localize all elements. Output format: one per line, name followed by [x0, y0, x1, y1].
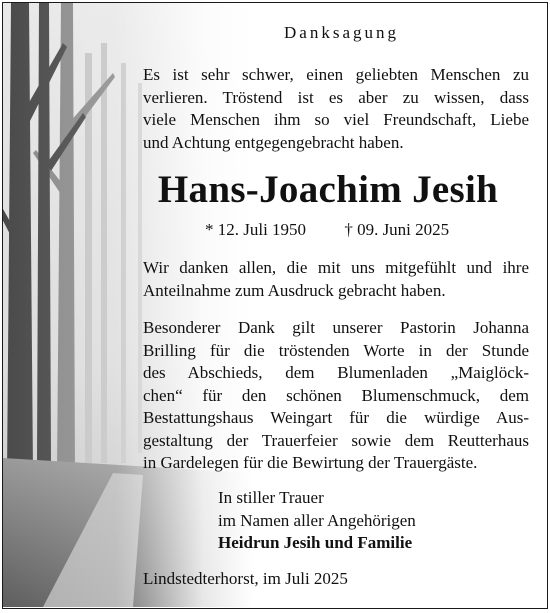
- notice-title: Danksagung: [284, 23, 399, 42]
- special-line: in Gardelegen für die Bewirtung der Trauergäste.: [143, 453, 478, 472]
- deceased-name: Hans-Joachim Jesih: [157, 168, 499, 211]
- special-line: des Abschieds, dem Blumenladen „Maiglöck-: [143, 363, 529, 382]
- signature-line: im Namen aller Angehörigen: [218, 510, 416, 530]
- obituary-card: [2, 2, 548, 609]
- intro-line: Es ist sehr schwer, einen geliebten Menschen zu: [143, 65, 529, 84]
- signature-family: Heidrun Jesih und Familie: [218, 533, 413, 552]
- thanks-paragraph: [143, 257, 529, 302]
- intro-paragraph: [143, 64, 529, 154]
- special-thanks-paragraph: [143, 317, 529, 475]
- signature-block: [218, 487, 416, 555]
- thanks-line: Anteilnahme zum Ausdruck gebracht haben.: [143, 280, 446, 300]
- intro-line: viele Menschen ihm so viel Freundschaft, Liebe: [143, 110, 529, 129]
- special-line: Brilling für die tröstenden Worte in der Stunde: [143, 340, 529, 360]
- intro-line: und Achtung entgegengebracht haben.: [143, 132, 404, 152]
- special-line: Besonderer Dank gilt unserer Pastorin Johanna: [143, 318, 529, 337]
- special-line: chen“ für den schönen Blumenschmuck, dem: [143, 385, 529, 405]
- special-line: gestaltung der Trauerfeier sowie dem Reutterhaus: [143, 430, 529, 450]
- signature-line: In stiller Trauer: [218, 488, 324, 507]
- death-date: † 09. Juni 2025: [344, 220, 450, 239]
- special-line: Bestattungshaus Weingart für die würdige Aus-: [143, 408, 529, 427]
- birth-date: * 12. Juli 1950: [205, 220, 307, 239]
- obituary-text: [3, 3, 547, 608]
- thanks-line: Wir danken allen, die mit uns mitgefühlt und ihre: [143, 258, 529, 277]
- life-dates: [205, 220, 449, 240]
- intro-line: verlieren. Tröstend ist es aber zu wissen, dass: [143, 87, 529, 107]
- place-and-date: Lindstedterhorst, im Juli 2025: [143, 569, 348, 588]
